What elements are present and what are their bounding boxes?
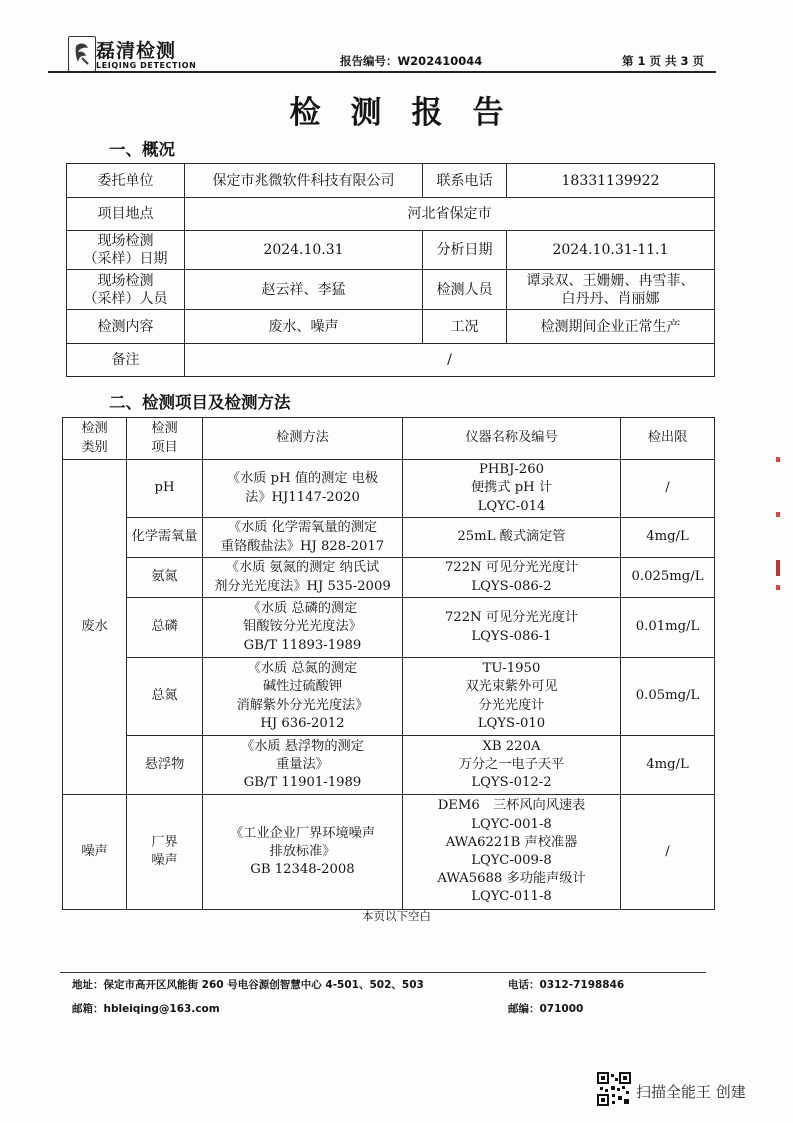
- table-row: [63, 558, 715, 598]
- header-category: 检测 类别: [63, 418, 127, 460]
- item-cell: 总磷: [127, 598, 203, 658]
- category-noise: 噪声: [63, 795, 127, 910]
- method-cell: 《水质 总氮的测定 碱性过硫酸钾 消解紫外分光光度法》 HJ 636-2012: [203, 658, 403, 736]
- phone-label: 联系电话: [423, 164, 507, 198]
- header-limit: 检出限: [621, 418, 715, 460]
- footer-phone: 电话：0312-7198846: [508, 979, 625, 991]
- blank-below-note: 本页以下空白: [362, 909, 431, 923]
- limit-cell: 0.01mg/L: [621, 598, 715, 658]
- limit-cell: /: [621, 460, 715, 518]
- header-method: 检测方法: [203, 418, 403, 460]
- footer-divider: [60, 972, 706, 973]
- table-row: [63, 795, 715, 910]
- methods-header-row: [63, 418, 715, 460]
- sampling-date-value: 2024.10.31: [185, 231, 423, 270]
- client-value: 保定市兆微软件科技有限公司: [185, 164, 423, 198]
- limit-cell: 4mg/L: [621, 736, 715, 795]
- instrument-cell: DEM6 三杯风向风速表 LQYC-001-8 AWA6221B 声校准器 LQYC-009-8 AWA5688 多功能声级计 LQYC-011-8: [403, 795, 621, 910]
- edge-mark: [776, 585, 780, 590]
- instrument-cell: PHBJ-260 便携式 pH 计 LQYC-014: [403, 460, 621, 518]
- sampling-staff-label: 现场检测 （采样）人员: [67, 270, 185, 310]
- section-overview-heading: 一、概况: [109, 140, 175, 159]
- instrument-cell: 722N 可见分光光度计 LQYS-086-2: [403, 558, 621, 598]
- scanner-watermark: 扫描全能王 创建: [636, 1083, 746, 1101]
- brand-name-en: LEIQING DETECTION: [96, 61, 197, 70]
- item-cell: 化学需氧量: [127, 518, 203, 558]
- edge-mark: [776, 512, 780, 517]
- phone-value: 18331139922: [507, 164, 715, 198]
- overview-row-location: [67, 198, 715, 231]
- method-cell: 《水质 总磷的测定 钼酸铵分光光度法》 GB/T 11893-1989: [203, 598, 403, 658]
- table-row: [63, 658, 715, 736]
- analysis-date-label: 分析日期: [423, 231, 507, 270]
- table-row: [63, 518, 715, 558]
- overview-row-remark: [67, 344, 715, 377]
- sampling-staff-value: 赵云祥、李猛: [185, 270, 423, 310]
- condition-value: 检测期间企业正常生产: [507, 310, 715, 344]
- footer-postcode: 邮编：071000: [508, 1003, 584, 1015]
- company-logo-icon: [68, 36, 96, 72]
- test-staff-value: 谭录双、王姗姗、冉雪菲、 白丹丹、肖丽娜: [507, 270, 715, 310]
- remark-label: 备注: [67, 344, 185, 377]
- item-cell: pH: [127, 460, 203, 518]
- instrument-cell: 722N 可见分光光度计 LQYS-086-1: [403, 598, 621, 658]
- header-item: 检测 项目: [127, 418, 203, 460]
- content-value: 废水、噪声: [185, 310, 423, 344]
- item-cell: 悬浮物: [127, 736, 203, 795]
- overview-table: [66, 163, 715, 377]
- content-label: 检测内容: [67, 310, 185, 344]
- header-instrument: 仪器名称及编号: [403, 418, 621, 460]
- table-row: [63, 598, 715, 658]
- edge-mark: [776, 560, 780, 576]
- condition-label: 工况: [423, 310, 507, 344]
- analysis-date-value: 2024.10.31-11.1: [507, 231, 715, 270]
- item-cell: 厂界 噪声: [127, 795, 203, 910]
- location-label: 项目地点: [67, 198, 185, 231]
- sampling-date-label: 现场检测 （采样）日期: [67, 231, 185, 270]
- header-divider: [48, 71, 716, 73]
- page-indicator: 第 1 页 共 3 页: [622, 54, 705, 68]
- method-cell: 《水质 悬浮物的测定 重量法》 GB/T 11901-1989: [203, 736, 403, 795]
- overview-row-dates: [67, 231, 715, 270]
- section-methods-heading: 二、检测项目及检测方法: [109, 393, 291, 412]
- overview-row-content: [67, 310, 715, 344]
- client-label: 委托单位: [67, 164, 185, 198]
- method-cell: 《水质 化学需氧量的测定 重铬酸盐法》HJ 828-2017: [203, 518, 403, 558]
- table-row: [63, 460, 715, 518]
- method-cell: 《工业企业厂界环境噪声 排放标准》 GB 12348-2008: [203, 795, 403, 910]
- test-staff-label: 检测人员: [423, 270, 507, 310]
- location-value: 河北省保定市: [185, 198, 715, 231]
- footer-address: 地址：保定市高开区风能街 260 号电谷源创智慧中心 4-501、502、503: [72, 979, 424, 991]
- footer-email: 邮箱：hbleiqing@163.com: [72, 1003, 220, 1015]
- method-cell: 《水质 pH 值的测定 电极 法》HJ1147-2020: [203, 460, 403, 518]
- document-title: 检测报告: [289, 95, 534, 131]
- limit-cell: 0.05mg/L: [621, 658, 715, 736]
- qr-code-icon: [597, 1072, 631, 1106]
- method-cell: 《水质 氨氮的测定 纳氏试 剂分光光度法》HJ 535-2009: [203, 558, 403, 598]
- remark-value: /: [185, 344, 715, 377]
- instrument-cell: XB 220A 万分之一电子天平 LQYS-012-2: [403, 736, 621, 795]
- edge-mark: [776, 457, 780, 462]
- table-row: [63, 736, 715, 795]
- limit-cell: 0.025mg/L: [621, 558, 715, 598]
- brand-name-cn: 磊清检测: [96, 40, 177, 62]
- item-cell: 氨氮: [127, 558, 203, 598]
- report-number: 报告编号：W202410044: [340, 54, 483, 68]
- instrument-cell: TU-1950 双光束紫外可见 分光光度计 LQYS-010: [403, 658, 621, 736]
- overview-row-client: [67, 164, 715, 198]
- item-cell: 总氮: [127, 658, 203, 736]
- limit-cell: /: [621, 795, 715, 910]
- methods-table: [62, 417, 715, 910]
- limit-cell: 4mg/L: [621, 518, 715, 558]
- instrument-cell: 25mL 酸式滴定管: [403, 518, 621, 558]
- overview-row-staff: [67, 270, 715, 310]
- category-wastewater: 废水: [63, 460, 127, 795]
